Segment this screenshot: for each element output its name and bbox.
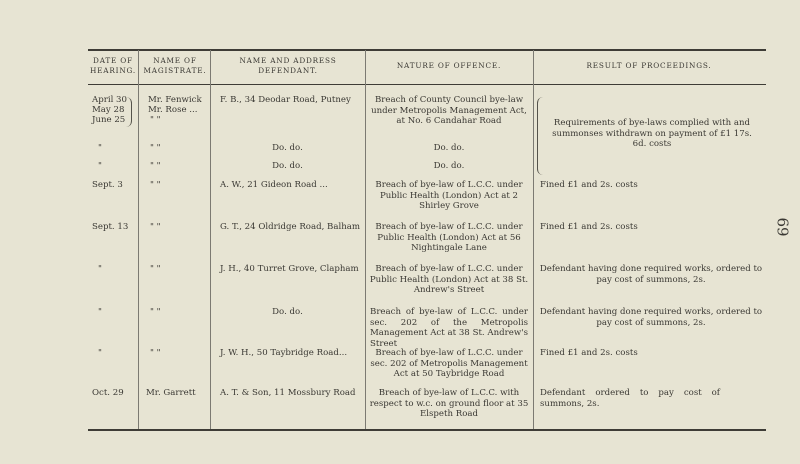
hearing-date: " xyxy=(98,307,102,317)
hearing-date: April 30 xyxy=(92,95,127,105)
defendant: A. T. & Son, 11 Mossbury Road xyxy=(220,388,356,398)
header-offence: NATURE OF OFFENCE. xyxy=(396,61,502,70)
defendant: F. B., 34 Deodar Road, Putney xyxy=(220,95,351,105)
result: Defendant ordered to pay cost of summons, 2s. xyxy=(540,388,720,409)
defendant: J. W. H., 50 Taybridge Road... xyxy=(220,348,348,358)
hearing-date: " xyxy=(98,264,102,274)
group-result: Requirements of bye-laws complied with and summonses withdrawn on payment of £1 17s. 6d. costs xyxy=(552,118,752,150)
hearing-date: Sept. 3 xyxy=(92,180,123,190)
top-rule xyxy=(88,49,766,51)
offence: Breach of bye-law of L.C.C. under Public Health (London) Act at 2 Shirley Grove xyxy=(375,180,523,212)
magistrate: " " xyxy=(150,348,161,358)
magistrate: " " xyxy=(150,161,161,171)
result: Fined £1 and 2s. costs xyxy=(540,348,638,358)
result: Defendant having done required works, ordered to pay cost of summons, 2s. xyxy=(539,307,763,328)
offence: Breach of bye-law of L.C.C. under sec. 202 of the Metropolis Management Act at 38 St. Andrew's Street xyxy=(370,307,528,349)
column-divider xyxy=(138,50,139,429)
offence: Do. do. xyxy=(433,143,465,153)
header-rule xyxy=(88,84,766,85)
page-number: 69 xyxy=(773,217,792,237)
column-divider xyxy=(365,50,366,429)
header-date: DATE OF HEARING. xyxy=(89,56,136,75)
result: Defendant having done required works, ordered to pay cost of summons, 2s. xyxy=(539,264,763,285)
magistrate: Mr. Fenwick xyxy=(148,95,202,105)
defendant: Do. do. xyxy=(272,307,303,317)
defendant: Do. do. xyxy=(272,143,303,153)
offence: Breach of bye-law of L.C.C. under sec. 202 of Metropolis Management Act at 50 Taybridge Road xyxy=(370,348,528,380)
hearing-date: Oct. 29 xyxy=(92,388,124,398)
result: Fined £1 and 2s. costs xyxy=(540,180,638,190)
hearing-date: " xyxy=(98,143,102,153)
header-magistrate: NAME OF MAGISTRATE. xyxy=(143,56,207,75)
magistrate: " " xyxy=(150,180,161,190)
hearing-date: June 25 xyxy=(92,115,126,125)
magistrate: Mr. Rose ... xyxy=(148,105,198,115)
offence: Breach of bye-law of L.C.C. with respect to w.c. on ground floor at 35 Elspeth Road xyxy=(369,388,529,420)
defendant: G. T., 24 Oldridge Road, Balham xyxy=(220,222,361,232)
offence: Do. do. xyxy=(433,161,465,171)
result-brace xyxy=(537,97,543,175)
column-divider xyxy=(210,50,211,429)
offence: Breach of bye-law of L.C.C. under Public Health (London) Act at 56 Nightingale Lane xyxy=(375,222,523,254)
result: Fined £1 and 2s. costs xyxy=(540,222,638,232)
magistrate: " " xyxy=(150,264,161,274)
date-brace xyxy=(126,97,132,127)
magistrate: " " xyxy=(150,222,161,232)
header-result: RESULT OF PROCEEDINGS. xyxy=(586,61,712,70)
hearing-date: Sept. 13 xyxy=(92,222,129,232)
defendant: A. W., 21 Gideon Road ... xyxy=(220,180,328,190)
magistrate: " " xyxy=(150,115,161,125)
offence: Breach of bye-law of L.C.C. under Public Health (London) Act at 38 St. Andrew's Street xyxy=(369,264,529,296)
header-defendant: NAME AND ADDRESS DEFENDANT. xyxy=(239,56,337,75)
hearing-date: May 28 xyxy=(92,105,125,115)
hearing-date: " xyxy=(98,348,102,358)
magistrate: " " xyxy=(150,307,161,317)
bottom-rule xyxy=(88,429,766,431)
defendant: J. H., 40 Turret Grove, Clapham xyxy=(220,264,359,274)
offence: Breach of County Council bye-law under Metropolis Management Act, at No. 6 Candahar Road xyxy=(371,95,527,127)
magistrate: " " xyxy=(150,143,161,153)
defendant: Do. do. xyxy=(272,161,303,171)
magistrate: Mr. Garrett xyxy=(146,388,196,398)
column-divider xyxy=(533,50,534,429)
hearing-date: " xyxy=(98,161,102,171)
